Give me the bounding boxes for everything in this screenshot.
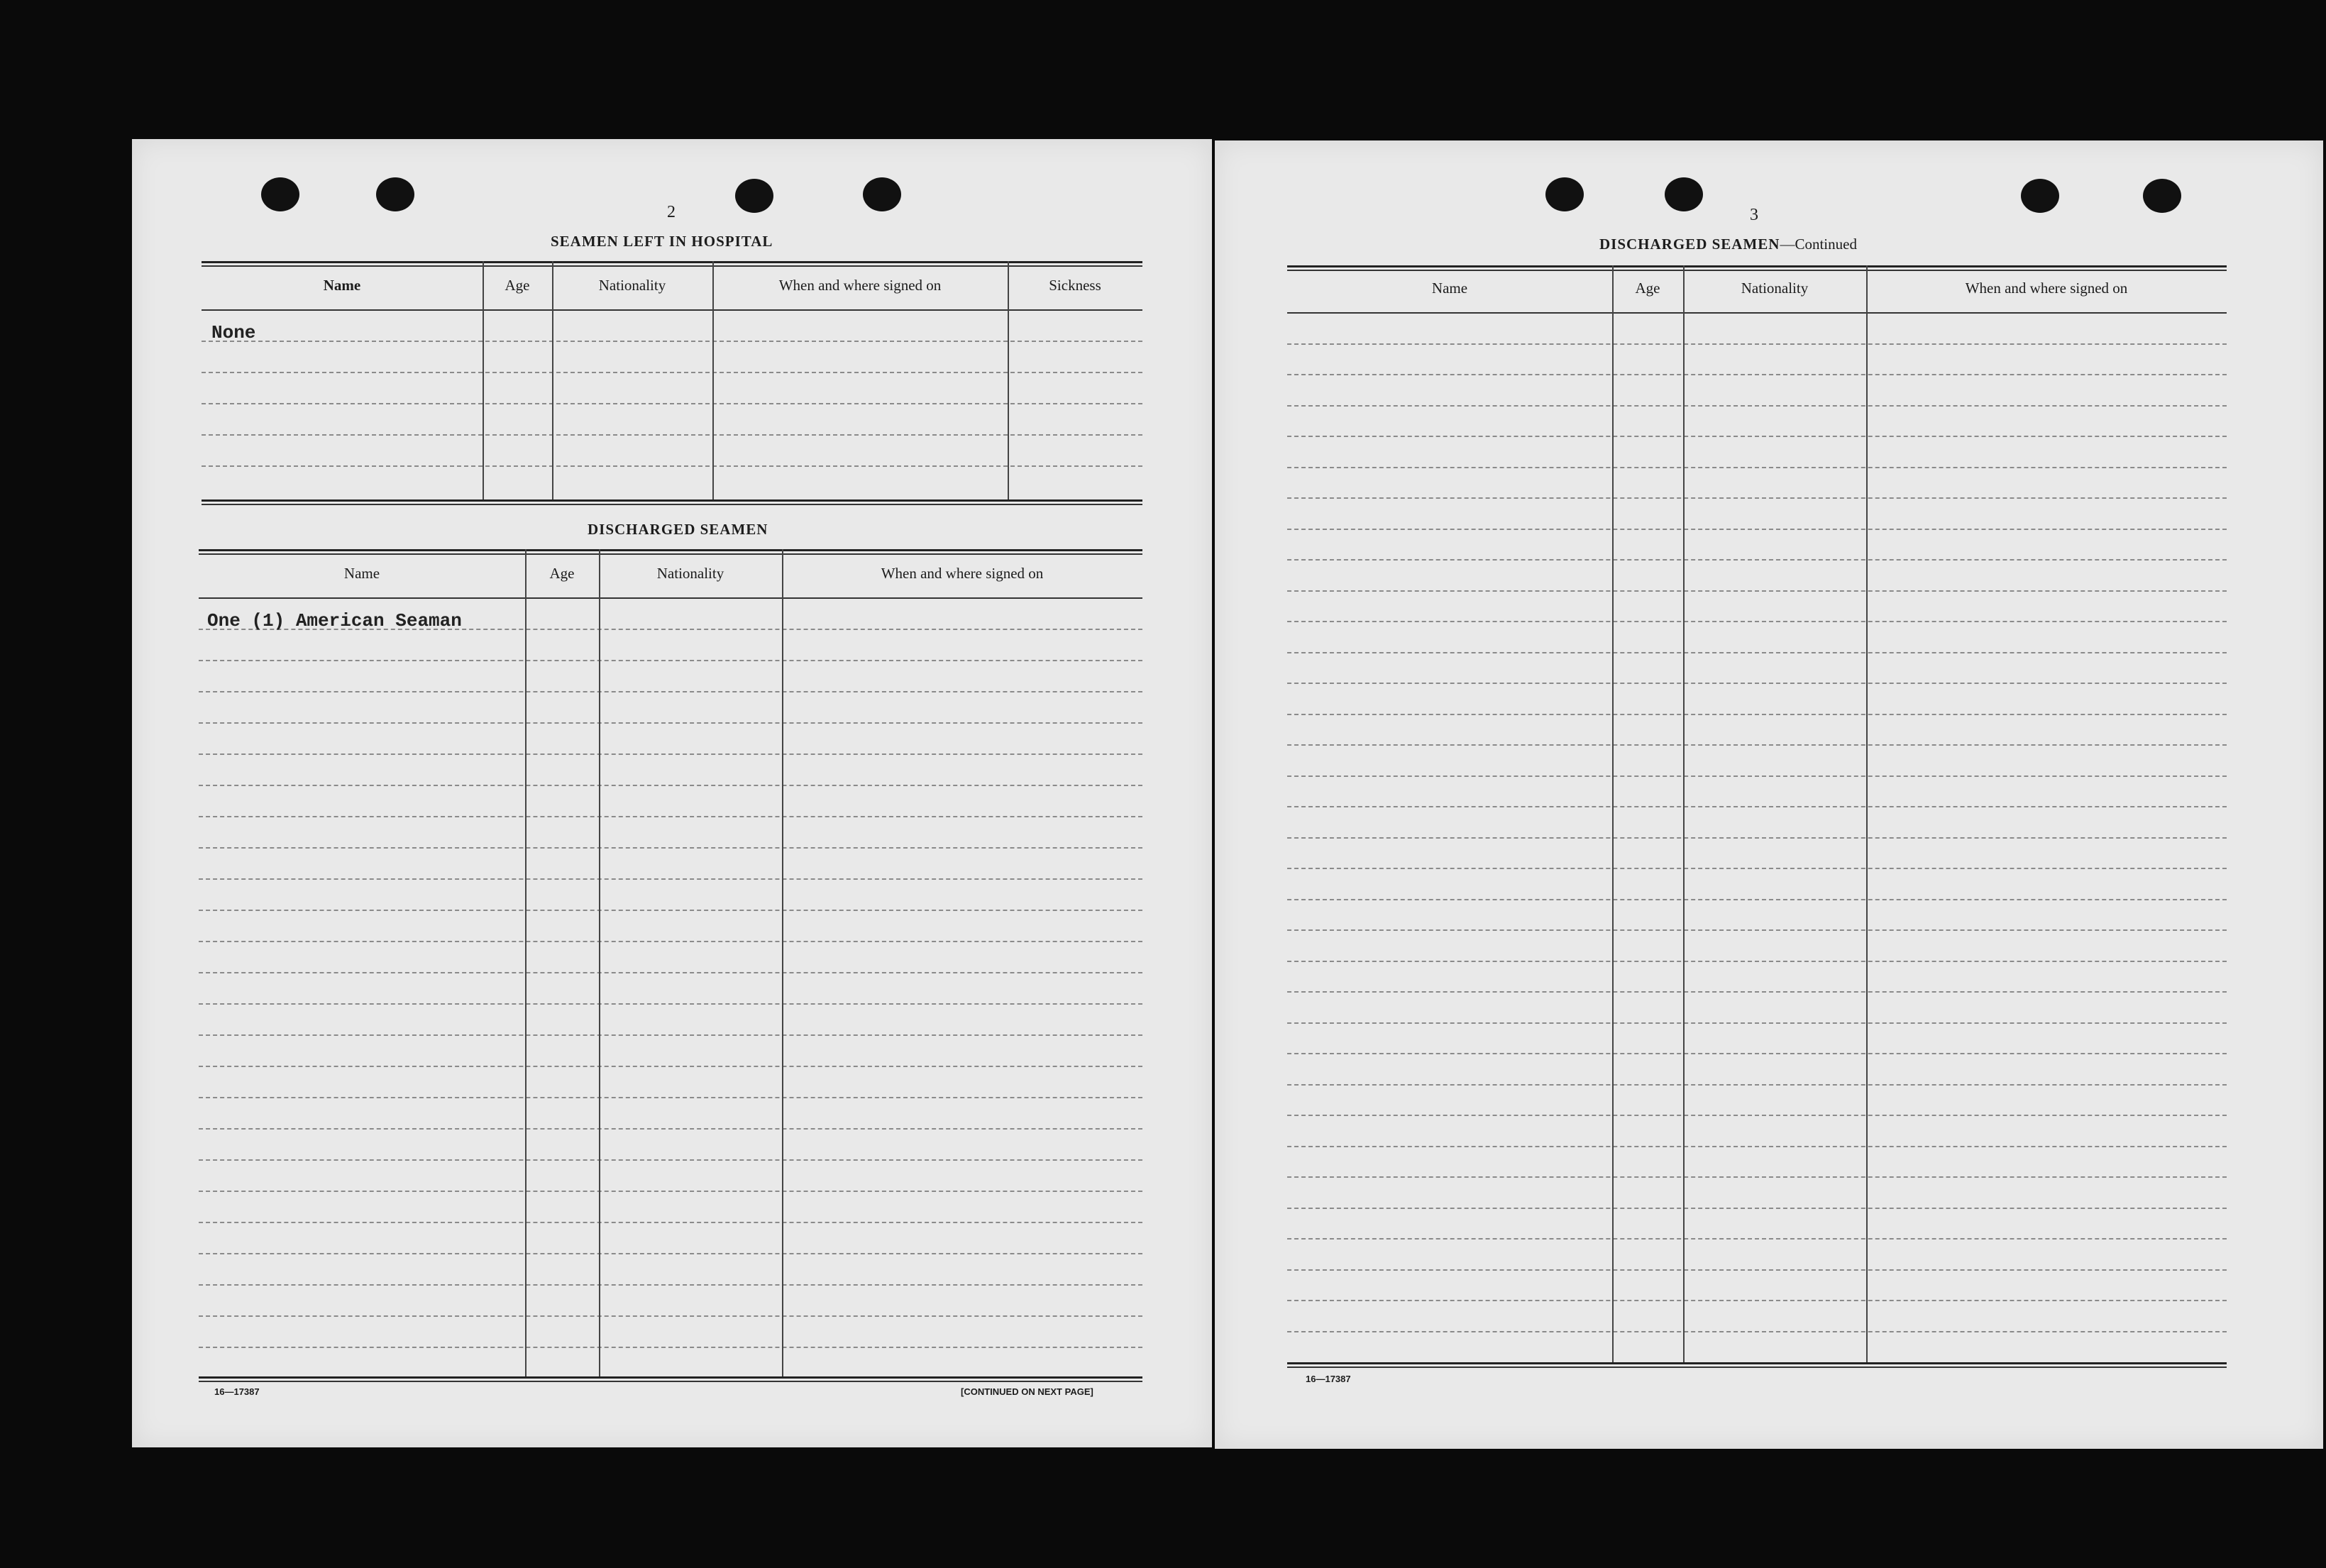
- table-row: [202, 341, 1142, 342]
- table-row: [1287, 652, 2227, 653]
- table-row: [199, 1066, 1142, 1067]
- section-title-discharged: DISCHARGED SEAMEN: [588, 521, 768, 538]
- table-row: [1287, 1300, 2227, 1301]
- table-row: [199, 816, 1142, 817]
- table-row: [1287, 1115, 2227, 1116]
- table-row: [1287, 621, 2227, 622]
- form-number: 16—17387: [214, 1386, 260, 1397]
- table-row: [199, 1222, 1142, 1223]
- column-divider: [483, 261, 484, 499]
- column-header: Nationality: [1741, 280, 1809, 297]
- table-row: [1287, 868, 2227, 869]
- table-row: [1287, 374, 2227, 375]
- column-header: Name: [323, 277, 361, 294]
- table-row: [1287, 590, 2227, 592]
- column-header: Name: [1431, 280, 1468, 297]
- punch-hole: [2143, 179, 2181, 213]
- table-header-rule: [1287, 312, 2227, 314]
- table-row: [1287, 714, 2227, 715]
- column-divider: [525, 549, 527, 1376]
- table-row: [199, 941, 1142, 942]
- table-bottom-rule: [202, 504, 1142, 505]
- table-top-rule: [1287, 265, 2227, 267]
- table-row: [199, 1003, 1142, 1005]
- column-divider: [1683, 265, 1685, 1362]
- table-bottom-rule: [202, 499, 1142, 502]
- table-row: [1287, 991, 2227, 993]
- table-top-rule: [199, 553, 1142, 555]
- table-row: [1287, 1331, 2227, 1332]
- table-row: [199, 1128, 1142, 1130]
- column-divider: [1612, 265, 1614, 1362]
- table-row: [199, 660, 1142, 661]
- table-top-rule: [199, 549, 1142, 551]
- column-header: Age: [1635, 280, 1660, 297]
- table-row: [1287, 1238, 2227, 1240]
- table-bottom-rule: [1287, 1362, 2227, 1364]
- table-row: [1287, 1084, 2227, 1086]
- continued-note: [CONTINUED ON NEXT PAGE]: [961, 1386, 1093, 1397]
- column-header: Age: [505, 277, 530, 294]
- table-row: [1287, 899, 2227, 900]
- column-divider: [712, 261, 714, 499]
- punch-hole: [1545, 177, 1584, 211]
- table-row: [1287, 1176, 2227, 1178]
- table-row: [199, 972, 1142, 973]
- table-row: [1287, 1269, 2227, 1271]
- table-row: [199, 910, 1142, 911]
- column-header: Sickness: [1049, 277, 1101, 294]
- table-row: [1287, 683, 2227, 684]
- table-row: [199, 1159, 1142, 1161]
- column-divider: [1008, 261, 1009, 499]
- column-divider: [552, 261, 553, 499]
- punch-hole: [1665, 177, 1703, 211]
- table-top-rule: [1287, 270, 2227, 271]
- punch-hole: [261, 177, 299, 211]
- column-divider: [599, 549, 600, 1376]
- table-row: [1287, 467, 2227, 468]
- table-row: [1287, 1146, 2227, 1147]
- section-title-suffix: —Continued: [1780, 236, 1857, 253]
- table-row: [199, 878, 1142, 880]
- table-row: [202, 372, 1142, 373]
- table-row: [199, 691, 1142, 692]
- column-header: Nationality: [598, 277, 666, 294]
- table-row: [199, 1034, 1142, 1036]
- table-row: [1287, 529, 2227, 530]
- table-row: [199, 1097, 1142, 1098]
- table-row: [199, 753, 1142, 755]
- table-row: [1287, 775, 2227, 777]
- table-row: [1287, 1022, 2227, 1024]
- table-row: [1287, 837, 2227, 839]
- column-header: Name: [343, 565, 380, 582]
- section-title-text: DISCHARGED SEAMEN: [1599, 236, 1780, 253]
- punch-hole: [376, 177, 414, 211]
- table-row: [199, 1284, 1142, 1286]
- table-row: [202, 403, 1142, 404]
- table-header-rule: [199, 597, 1142, 599]
- table-row: [199, 1347, 1142, 1348]
- page-number: 3: [1750, 206, 1758, 224]
- table-row: [1287, 559, 2227, 561]
- punch-hole: [735, 179, 773, 213]
- column-header: Nationality: [656, 565, 724, 582]
- punch-hole: [863, 177, 901, 211]
- table-header-rule: [202, 309, 1142, 311]
- table-row: [1287, 497, 2227, 499]
- table-bottom-rule: [199, 1376, 1142, 1379]
- table-row: [1287, 436, 2227, 437]
- column-header: When and where signed on: [1965, 280, 2128, 297]
- column-divider: [782, 549, 783, 1376]
- table-bottom-rule: [199, 1381, 1142, 1382]
- typed-entry: One (1) American Seaman: [207, 610, 462, 631]
- column-header: When and where signed on: [778, 277, 942, 294]
- table-row: [1287, 744, 2227, 746]
- table-top-rule: [202, 265, 1142, 267]
- table-row: [1287, 343, 2227, 345]
- table-row: [1287, 806, 2227, 807]
- table-row: [1287, 929, 2227, 931]
- right-page: [1215, 140, 2323, 1449]
- table-top-rule: [202, 261, 1142, 263]
- table-row: [1287, 405, 2227, 407]
- table-row: [199, 722, 1142, 724]
- table-row: [1287, 1208, 2227, 1209]
- column-header: When and where signed on: [881, 565, 1044, 582]
- table-row: [1287, 1053, 2227, 1054]
- table-bottom-rule: [1287, 1367, 2227, 1368]
- form-number: 16—17387: [1306, 1374, 1351, 1384]
- section-title-discharged-continued: [1599, 236, 1857, 253]
- table-row: [199, 785, 1142, 786]
- table-row: [1287, 961, 2227, 962]
- table-row: [199, 1253, 1142, 1254]
- column-divider: [1866, 265, 1868, 1362]
- table-row: [199, 1191, 1142, 1192]
- page-number: 2: [667, 203, 676, 221]
- typed-entry: None: [211, 322, 256, 343]
- punch-hole: [2021, 179, 2059, 213]
- table-row: [202, 434, 1142, 436]
- table-row: [199, 1315, 1142, 1317]
- column-header: Age: [549, 565, 575, 582]
- table-row: [199, 847, 1142, 849]
- table-row: [202, 465, 1142, 467]
- section-title-hospital: SEAMEN LEFT IN HOSPITAL: [551, 233, 773, 250]
- left-page: [132, 139, 1212, 1447]
